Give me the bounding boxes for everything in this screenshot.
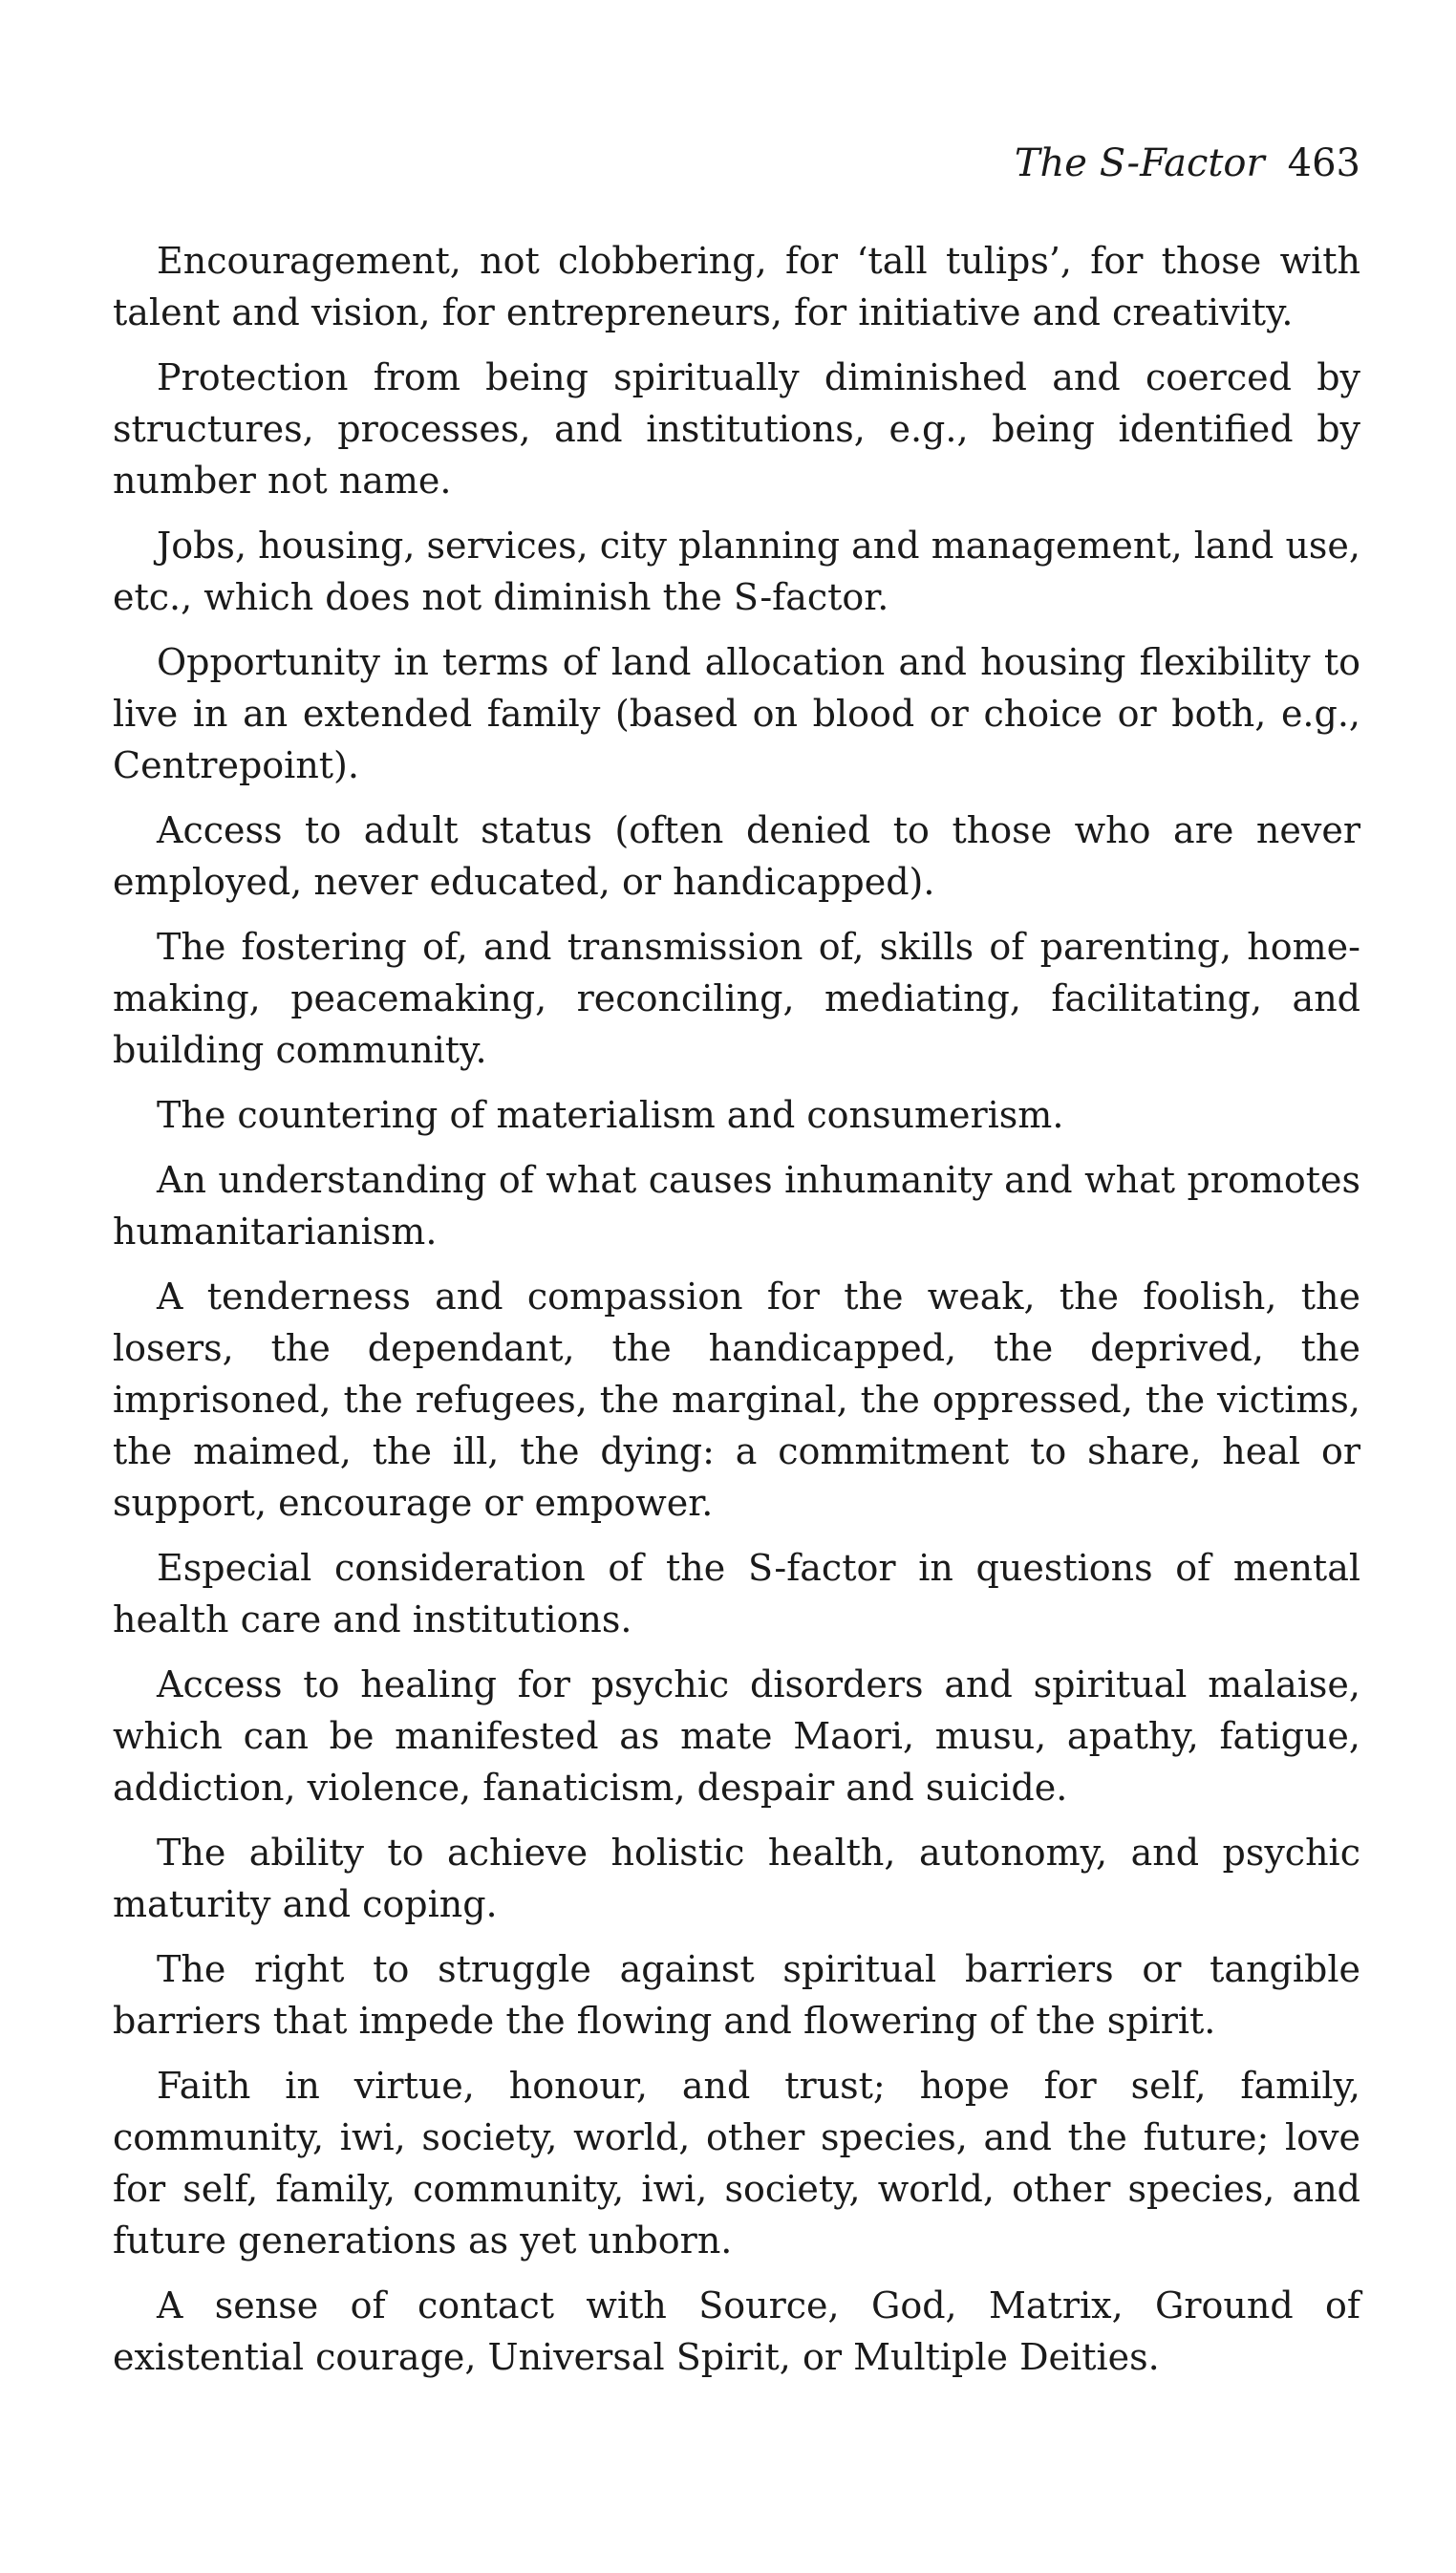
paragraph-understanding: An understanding of what causes inhumanity and what promotes humanitarianism. — [113, 1159, 1360, 1253]
body-text — [113, 235, 1360, 2396]
paragraph-struggle: The right to struggle against spiritual barriers or tangible barriers that impede the flowing and flowering of the spirit. — [113, 1948, 1360, 2042]
paragraph-holistic-health: The ability to achieve holistic health, autonomy, and psychic maturity and coping. — [113, 1832, 1360, 1925]
paragraph-mental-health: Especial consideration of the S-factor in questions of mental health care and institutions. — [113, 1547, 1360, 1640]
paragraph-fostering: The fostering of, and transmission of, skills of parenting, home-making, peacemaking, reconciling, mediating, facilitating, and building community. — [113, 926, 1360, 1071]
paragraph-tenderness: A tenderness and compassion for the weak, the foolish, the losers, the dependant, the handicapped, the deprived, the imprisoned, the refugees, the marginal, the oppressed, the victims, the maimed, the ill, the dying: a commitment to share, heal or support, encourage or empower. — [113, 1276, 1360, 1524]
paragraph-source: A sense of contact with Source, God, Matrix, Ground of existential courage, Universal Spirit, or Multiple Deities. — [113, 2284, 1360, 2378]
running-head — [1015, 141, 1360, 185]
paragraph-healing: Access to healing for psychic disorders and spiritual malaise, which can be manifested as mate Maori, musu, apathy, fatigue, addiction, violence, fanaticism, despair and suicide. — [113, 1663, 1360, 1809]
paragraph-protection: Protection from being spiritually diminished and coerced by structures, processes, and institutions, e.g., being identified by number not name. — [113, 356, 1360, 502]
paragraph-adult-status: Access to adult status (often denied to those who are never employed, never educated, or handicapped). — [113, 809, 1360, 903]
running-head-title: The S-Factor — [1014, 141, 1265, 185]
paragraph-jobs: Jobs, housing, services, city planning and management, land use, etc., which does not diminish the S-factor. — [113, 525, 1360, 618]
paragraph-faith: Faith in virtue, honour, and trust; hope for self, family, community, iwi, society, world, other species, and the future; love for self, family, community, iwi, society, world, other species, and future generations as yet unborn. — [113, 2065, 1360, 2262]
paragraph-materialism: The countering of materialism and consumerism. — [157, 1094, 1064, 1136]
paragraph-encouragement: Encouragement, not clobbering, for ‘tall tulips’, for those with talent and vision, for entrepreneurs, for initiative and creativity. — [113, 240, 1360, 333]
page-number: 463 — [1287, 141, 1360, 185]
paragraph-opportunity: Opportunity in terms of land allocation and housing flexibility to live in an extended family (based on blood or choice or both, e.g., Centrepoint). — [113, 641, 1360, 786]
